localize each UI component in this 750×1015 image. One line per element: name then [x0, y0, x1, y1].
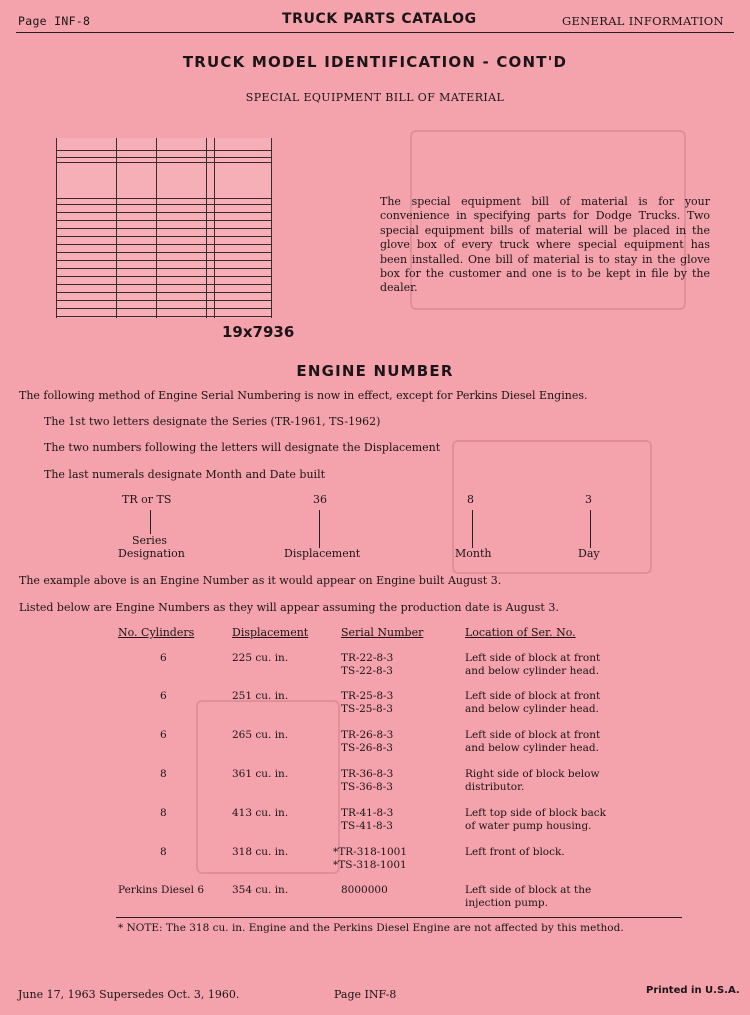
table-cell-cylinders: 6	[160, 690, 167, 702]
diagram-displacement-value: 36	[313, 493, 327, 506]
table-cell-displacement: 318 cu. in.	[232, 846, 289, 858]
table-cell-serial-alt: TS-41-8-3	[341, 820, 393, 832]
diagram-series-pointer	[150, 510, 151, 534]
diagram-month-value: 8	[467, 493, 474, 506]
engine-number-intro: The following method of Engine Serial Numbering is now in effect, except for Perkins Diesel Engines.	[19, 389, 588, 402]
table-cell-displacement: 265 cu. in.	[232, 729, 289, 741]
engine-rule-series: The 1st two letters designate the Series (TR-1961, TS-1962)	[44, 415, 381, 428]
table-cell-serial-alt: *TS-318-1001	[333, 859, 407, 871]
table-cell-serial: TR-22-8-3	[341, 652, 394, 664]
listed-text: Listed below are Engine Numbers as they will appear assuming the production date is August 3.	[19, 601, 559, 614]
table-header-displacement: Displacement	[232, 626, 309, 639]
footer-page-ref: Page INF-8	[334, 988, 397, 1001]
diagram-series-value: TR or TS	[122, 493, 172, 506]
header-catalog-title: TRUCK PARTS CATALOG	[282, 11, 477, 27]
table-cell-location: Left side of block at front	[465, 652, 601, 664]
table-cell-location: Left side of block at front	[465, 690, 601, 702]
header-rule	[16, 32, 734, 33]
table-cell-cylinders: 8	[160, 846, 167, 858]
table-cell-cylinders: 6	[160, 652, 167, 664]
table-header-cylinders: No. Cylinders	[118, 626, 195, 639]
form-caption: 19x7936	[222, 323, 295, 341]
table-cell-serial: *TR-318-1001	[333, 846, 408, 858]
bill-of-material-form-image	[56, 138, 272, 318]
diagram-month-pointer	[472, 510, 473, 548]
diagram-series-label-1: Series	[132, 534, 167, 547]
diagram-day-value: 3	[585, 493, 592, 506]
diagram-month-label: Month	[455, 547, 492, 560]
table-cell-serial: 8000000	[341, 884, 388, 896]
table-cell-serial-alt: TS-26-8-3	[341, 742, 393, 754]
footer-date: June 17, 1963 Supersedes Oct. 3, 1960.	[18, 988, 240, 1001]
table-cell-location: Left top side of block back	[465, 807, 607, 819]
engine-rule-displacement: The two numbers following the letters will designate the Displacement	[44, 441, 441, 454]
diagram-day-pointer	[590, 510, 591, 548]
table-cell-location: Left side of block at the	[465, 884, 592, 896]
header-section: GENERAL INFORMATION	[562, 14, 724, 28]
section-title-engine-number: ENGINE NUMBER	[296, 362, 454, 380]
table-cell-cylinders: 8	[160, 807, 167, 819]
table-cell-location-cont: injection pump.	[465, 897, 548, 909]
footer-printed: Printed in U.S.A.	[646, 985, 740, 996]
diagram-displacement-pointer	[319, 510, 320, 548]
table-cell-serial-alt: TS-25-8-3	[341, 703, 393, 715]
table-header-serial: Serial Number	[341, 626, 424, 639]
diagram-displacement-label: Displacement	[284, 547, 361, 560]
section-title-model-identification: TRUCK MODEL IDENTIFICATION - CONT'D	[182, 53, 568, 71]
section-subtitle-bill-of-material: SPECIAL EQUIPMENT BILL OF MATERIAL	[245, 91, 505, 104]
table-cell-displacement: 413 cu. in.	[232, 807, 289, 819]
table-cell-displacement: 354 cu. in.	[232, 884, 289, 896]
table-cell-cylinders: 8	[160, 768, 167, 780]
table-cell-serial-alt: TS-36-8-3	[341, 781, 393, 793]
diagram-day-label: Day	[578, 547, 600, 560]
table-cell-location: Left front of block.	[465, 846, 565, 858]
engine-rule-month-date: The last numerals designate Month and Date built	[44, 468, 326, 481]
table-cell-displacement: 361 cu. in.	[232, 768, 289, 780]
table-cell-location-cont: of water pump housing.	[465, 820, 592, 832]
header-page-ref: Page INF-8	[18, 14, 91, 28]
table-cell-location-cont: and below cylinder head.	[465, 703, 599, 715]
table-cell-serial-alt: TS-22-8-3	[341, 665, 393, 677]
table-cell-cylinders: Perkins Diesel 6	[118, 884, 205, 896]
table-cell-serial: TR-41-8-3	[341, 807, 394, 819]
table-cell-displacement: 225 cu. in.	[232, 652, 289, 664]
table-cell-location-cont: and below cylinder head.	[465, 742, 599, 754]
table-cell-serial: TR-26-8-3	[341, 729, 394, 741]
table-cell-location-cont: distributor.	[465, 781, 525, 793]
table-note: * NOTE: The 318 cu. in. Engine and the Perkins Diesel Engine are not affected by this method.	[118, 922, 624, 934]
table-cell-serial: TR-25-8-3	[341, 690, 394, 702]
table-cell-location: Left side of block at front	[465, 729, 601, 741]
table-header-location: Location of Ser. No.	[465, 626, 576, 639]
example-text: The example above is an Engine Number as it would appear on Engine built August 3.	[19, 574, 502, 587]
bill-of-material-description: The special equipment bill of material is for your convenience in specifying parts for Dodge Trucks. Two special equipment bills of material will be placed in the glove box of every truck where special equipment has been installed. One bill of material is to stay in the glove box for the customer and one is to be kept in file by the dealer.	[380, 195, 710, 295]
note-rule	[116, 917, 682, 918]
diagram-series-label-2: Designation	[118, 547, 185, 560]
table-cell-serial: TR-36-8-3	[341, 768, 394, 780]
table-cell-location: Right side of block below	[465, 768, 600, 780]
table-cell-location-cont: and below cylinder head.	[465, 665, 599, 677]
table-cell-cylinders: 6	[160, 729, 167, 741]
table-cell-displacement: 251 cu. in.	[232, 690, 289, 702]
